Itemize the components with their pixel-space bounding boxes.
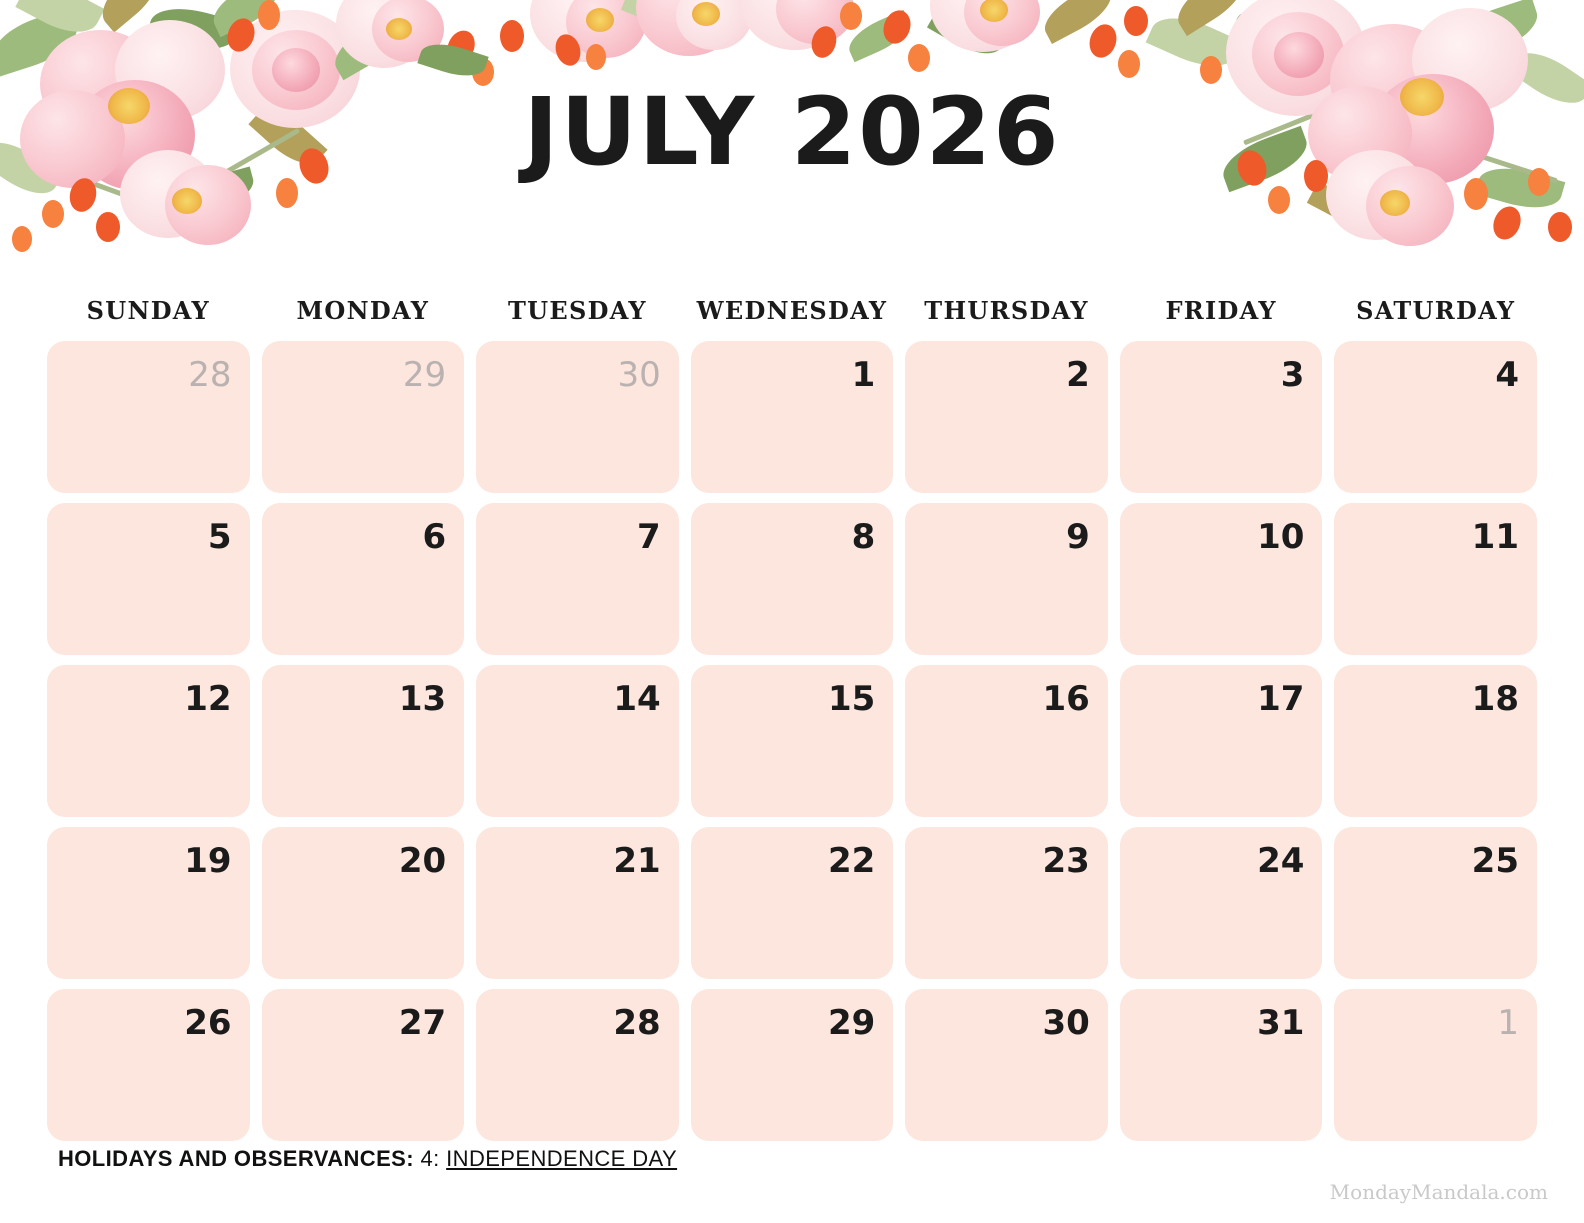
flower-petal: [636, 0, 742, 56]
day-cell[interactable]: [691, 827, 894, 979]
leaf-icon: [927, 0, 1007, 64]
leaf-icon: [15, 0, 104, 44]
berry-icon: [1548, 212, 1572, 242]
berry-icon: [586, 44, 606, 70]
weekday-saturday: SATURDAY: [1356, 295, 1516, 325]
day-cell[interactable]: [1120, 827, 1323, 979]
calendar-week-row: [47, 665, 1537, 817]
day-number: 1: [851, 355, 876, 395]
day-cell[interactable]: [1334, 665, 1537, 817]
calendar-grid: [47, 285, 1537, 1141]
day-cell[interactable]: [1334, 827, 1537, 979]
flower-petal: [336, 0, 432, 68]
day-number: 30: [1042, 1003, 1090, 1043]
day-number: 29: [827, 1003, 876, 1043]
berry-icon: [42, 200, 64, 228]
day-cell[interactable]: [905, 665, 1108, 817]
day-cell[interactable]: [476, 989, 679, 1141]
weekday-wednesday: WEDNESDAY: [696, 295, 888, 325]
rose-flower: [1252, 12, 1344, 96]
day-cell[interactable]: [691, 665, 894, 817]
flower-center: [586, 8, 614, 32]
day-number: 26: [184, 1003, 232, 1043]
day-cell[interactable]: [47, 503, 250, 655]
day-number: 6: [422, 517, 447, 557]
day-number: 12: [184, 679, 232, 719]
day-number: 19: [184, 841, 232, 881]
flower-petal: [530, 0, 640, 62]
day-number: 30: [617, 355, 661, 395]
day-number: 10: [1257, 517, 1305, 557]
berry-icon: [276, 178, 298, 208]
leaf-icon: [1233, 0, 1323, 52]
berry-icon: [552, 31, 585, 69]
day-number: 24: [1257, 841, 1305, 881]
leaf-icon: [843, 10, 915, 62]
berry-icon: [840, 2, 862, 30]
day-number: 28: [613, 1003, 661, 1043]
day-number: 16: [1042, 679, 1090, 719]
day-cell[interactable]: [691, 341, 894, 493]
rose-flower: [1274, 32, 1324, 78]
berry-icon: [879, 7, 915, 48]
weekday-monday: MONDAY: [296, 295, 430, 325]
leaf-icon: [1446, 0, 1544, 63]
flower-petal: [964, 0, 1040, 46]
page-title: JULY 2026: [523, 78, 1061, 187]
leaf-icon: [326, 14, 407, 80]
leaf-icon: [206, 0, 284, 37]
day-cell[interactable]: [691, 989, 894, 1141]
weekday-thursday: THURSDAY: [924, 295, 1089, 325]
berry-icon: [472, 58, 494, 86]
flower-center: [172, 188, 202, 214]
day-cell[interactable]: [1334, 989, 1537, 1141]
leaf-icon: [1307, 175, 1387, 238]
flower-petal: [776, 0, 854, 44]
day-cell[interactable]: [47, 665, 250, 817]
berry-icon: [1085, 21, 1120, 61]
flower-petal: [930, 0, 1036, 52]
berry-icon: [258, 0, 280, 30]
calendar-week-row: [47, 503, 1537, 655]
berry-icon: [808, 23, 840, 60]
day-cell[interactable]: [1120, 665, 1323, 817]
berry-icon: [96, 212, 120, 242]
leaf-icon: [147, 0, 240, 58]
day-number: 25: [1471, 841, 1519, 881]
day-number: 13: [398, 679, 447, 719]
holidays-and-observances: [58, 1146, 677, 1172]
day-number: 14: [613, 679, 661, 719]
leaf-icon: [417, 36, 488, 83]
weekday-friday: FRIDAY: [1165, 295, 1277, 325]
berry-icon: [66, 175, 99, 214]
day-cell[interactable]: [47, 827, 250, 979]
calendar-week-row: [47, 341, 1537, 493]
holiday-day: 4:: [420, 1146, 440, 1171]
day-cell[interactable]: [47, 341, 250, 493]
flower-center: [386, 18, 412, 40]
day-cell[interactable]: [1334, 341, 1537, 493]
day-number: 7: [637, 517, 661, 557]
site-credit: MondayMandala.com: [1329, 1180, 1548, 1204]
day-cell[interactable]: [262, 341, 465, 493]
berry-icon: [908, 44, 930, 72]
day-number: 15: [827, 679, 876, 719]
day-number: 4: [1495, 355, 1519, 395]
leaf-icon: [1169, 0, 1253, 36]
berry-icon: [500, 20, 524, 52]
holidays-label: HOLIDAYS AND OBSERVANCES:: [58, 1146, 414, 1171]
day-cell[interactable]: [262, 827, 465, 979]
flower-center: [692, 2, 720, 26]
day-number: 27: [398, 1003, 447, 1043]
day-number: 29: [402, 355, 447, 395]
day-cell[interactable]: [1334, 503, 1537, 655]
day-number: 18: [1471, 679, 1519, 719]
berry-icon: [1464, 178, 1488, 210]
flower-petal: [372, 0, 444, 62]
day-cell[interactable]: [1120, 989, 1323, 1141]
day-number: 17: [1257, 679, 1305, 719]
day-number: 28: [188, 355, 232, 395]
berry-icon: [1200, 56, 1222, 84]
day-cell[interactable]: [905, 827, 1108, 979]
day-number: 23: [1042, 841, 1090, 881]
leaf-icon: [621, 0, 697, 36]
leaf-icon: [0, 7, 85, 77]
flower-center: [1380, 190, 1410, 216]
day-cell[interactable]: [262, 503, 465, 655]
leaf-icon: [92, 0, 167, 33]
berry-icon: [1489, 202, 1526, 243]
calendar-weeks: [47, 341, 1537, 1141]
day-number: 11: [1471, 517, 1519, 557]
day-cell[interactable]: [476, 503, 679, 655]
day-cell[interactable]: [476, 827, 679, 979]
flower-center: [980, 0, 1008, 22]
weekday-sunday: SUNDAY: [86, 295, 210, 325]
weekday-tuesday: TUESDAY: [507, 295, 647, 325]
berry-icon: [12, 226, 32, 252]
day-number: 31: [1257, 1003, 1305, 1043]
flower-petal: [740, 0, 850, 50]
day-cell[interactable]: [905, 989, 1108, 1141]
day-cell[interactable]: [262, 665, 465, 817]
day-number: 22: [827, 841, 876, 881]
weekday-header-row: [47, 285, 1537, 335]
flower-petal: [566, 0, 646, 58]
berry-icon: [223, 15, 259, 56]
berry-icon: [1118, 50, 1140, 78]
day-cell[interactable]: [691, 503, 894, 655]
day-number: 1: [1497, 1003, 1519, 1043]
day-number: 20: [398, 841, 447, 881]
day-cell[interactable]: [476, 665, 679, 817]
berry-icon: [442, 26, 480, 68]
day-cell[interactable]: [1120, 503, 1323, 655]
day-number: 5: [207, 517, 232, 557]
day-cell[interactable]: [262, 989, 465, 1141]
calendar-week-row: [47, 827, 1537, 979]
day-cell[interactable]: [476, 341, 679, 493]
day-number: 2: [1066, 355, 1090, 395]
berry-icon: [1124, 6, 1148, 36]
day-cell[interactable]: [905, 503, 1108, 655]
day-cell[interactable]: [1120, 341, 1323, 493]
day-number: 8: [851, 517, 876, 557]
holiday-link-independence-day[interactable]: INDEPENDENCE DAY: [446, 1146, 678, 1171]
day-cell[interactable]: [47, 989, 250, 1141]
berry-icon: [1268, 186, 1290, 214]
flower-petal: [676, 0, 752, 50]
leaf-icon: [1037, 0, 1119, 44]
leaf-icon: [1146, 6, 1243, 78]
day-number: 21: [613, 841, 661, 881]
day-number: 9: [1066, 517, 1090, 557]
day-number: 3: [1280, 355, 1305, 395]
calendar-week-row: [47, 989, 1537, 1141]
day-cell[interactable]: [905, 341, 1108, 493]
